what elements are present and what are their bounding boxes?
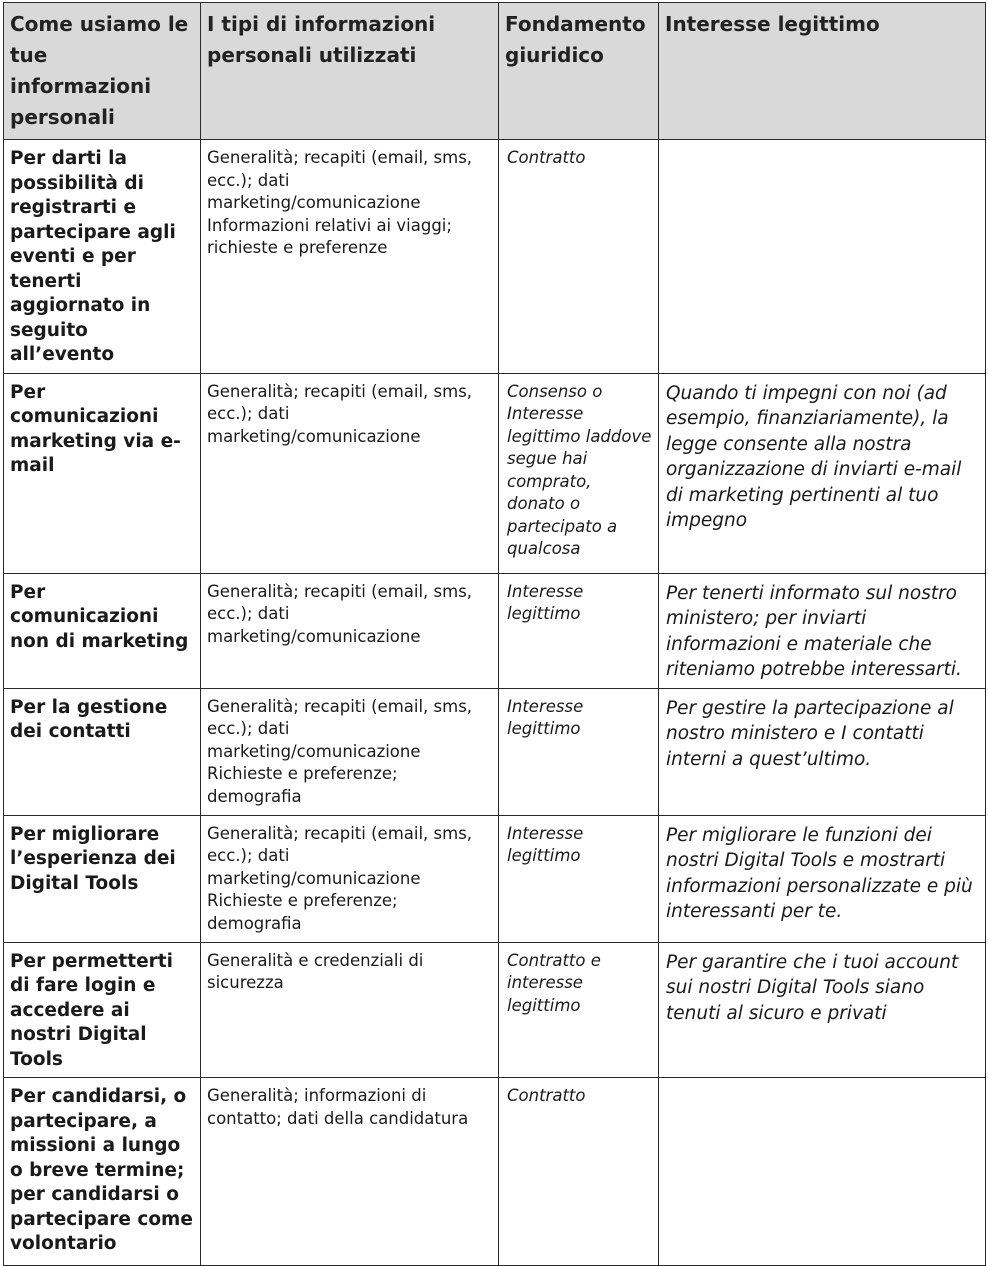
row-purpose: Per candidarsi, o partecipare, a missioni a lungo o breve termine; per candidarsi o partecipare come volontario: [4, 1078, 201, 1266]
row-legitimate-interest: Quando ti impegni con noi (ad esempio, finanziariamente), la legge consente alla nostra organizzazione di inviarti e-mail di marketing pertinenti al tuo impegno: [659, 373, 986, 573]
row-legal-basis: Interesse legittimo: [499, 688, 659, 815]
table-row: [4, 140, 986, 374]
table-header-row: [4, 3, 986, 140]
row-legitimate-interest: Per tenerti informato sul nostro ministero; per inviarti informazioni e materiale che riteniamo potrebbe interessarti.: [659, 573, 986, 688]
info-types-line: Generalità; recapiti (email, sms, ecc.); dati marketing/comunicazione: [207, 696, 473, 761]
header-interest: Interesse legittimo: [659, 3, 986, 140]
table-row: [4, 815, 986, 942]
row-legitimate-interest: [659, 1078, 986, 1266]
header-purpose: Come usiamo le tue informazioni personali: [4, 3, 201, 140]
table-row: [4, 573, 986, 688]
row-purpose: Per migliorare l’esperienza dei Digital Tools: [4, 815, 201, 942]
row-legal-basis: Contratto: [499, 140, 659, 374]
row-info-types: [201, 140, 499, 374]
table-row: [4, 942, 986, 1078]
row-legitimate-interest: Per garantire che i tuoi account sui nostri Digital Tools siano tenuti al sicuro e privati: [659, 942, 986, 1078]
row-legitimate-interest: Per gestire la partecipazione al nostro ministero e I contatti interni a quest’ultimo.: [659, 688, 986, 815]
info-types-line: Generalità; recapiti (email, sms, ecc.); dati marketing/comunicazione: [207, 823, 473, 888]
info-types-line: Generalità; recapiti (email, sms, ecc.); dati marketing/comunicazione: [207, 148, 473, 212]
info-types-line: Generalità e credenziali di sicurezza: [207, 950, 424, 992]
row-legitimate-interest: [659, 140, 986, 374]
row-info-types: [201, 688, 499, 815]
info-types-line: Richieste e preferenze; demografia: [207, 764, 398, 806]
info-types-line: Generalità; recapiti (email, sms, ecc.); dati marketing/comunicazione: [207, 581, 473, 646]
info-types-line: Informazioni relativi ai viaggi; richieste e preferenze: [207, 215, 452, 257]
privacy-data-table: [3, 2, 986, 1266]
info-types-line: Generalità; informazioni di contatto; dati della candidatura: [207, 1086, 469, 1128]
info-types-line: Generalità; recapiti (email, sms, ecc.); dati marketing/comunicazione: [207, 381, 473, 446]
header-types: I tipi di informazioni personali utilizzati: [201, 3, 499, 140]
row-purpose: Per comunicazioni marketing via e-mail: [4, 373, 201, 573]
table-row: [4, 688, 986, 815]
header-basis: Fondamento giuridico: [499, 3, 659, 140]
row-purpose: Per la gestione dei contatti: [4, 688, 201, 815]
row-info-types: [201, 373, 499, 573]
row-info-types: [201, 1078, 499, 1266]
row-legal-basis: Consenso o Interesse legittimo laddove segue hai comprato, donato o partecipato a qualcosa: [499, 373, 659, 573]
row-legal-basis: Interesse legittimo: [499, 573, 659, 688]
row-legal-basis: Interesse legittimo: [499, 815, 659, 942]
row-purpose: Per comunicazioni non di marketing: [4, 573, 201, 688]
row-info-types: [201, 815, 499, 942]
row-purpose: Per permetterti di fare login e accedere ai nostri Digital Tools: [4, 942, 201, 1078]
row-purpose: Per darti la possibilità di registrarti e partecipare agli eventi e per tenerti aggiornato in seguito all’evento: [4, 140, 201, 374]
table-row: [4, 1078, 986, 1266]
row-info-types: [201, 942, 499, 1078]
table-row: [4, 373, 986, 573]
row-legal-basis: Contratto: [499, 1078, 659, 1266]
row-info-types: [201, 573, 499, 688]
row-legitimate-interest: Per migliorare le funzioni dei nostri Digital Tools e mostrarti informazioni personalizzate e più interessanti per te.: [659, 815, 986, 942]
info-types-line: Richieste e preferenze; demografia: [207, 891, 398, 933]
row-legal-basis: Contratto e interesse legittimo: [499, 942, 659, 1078]
